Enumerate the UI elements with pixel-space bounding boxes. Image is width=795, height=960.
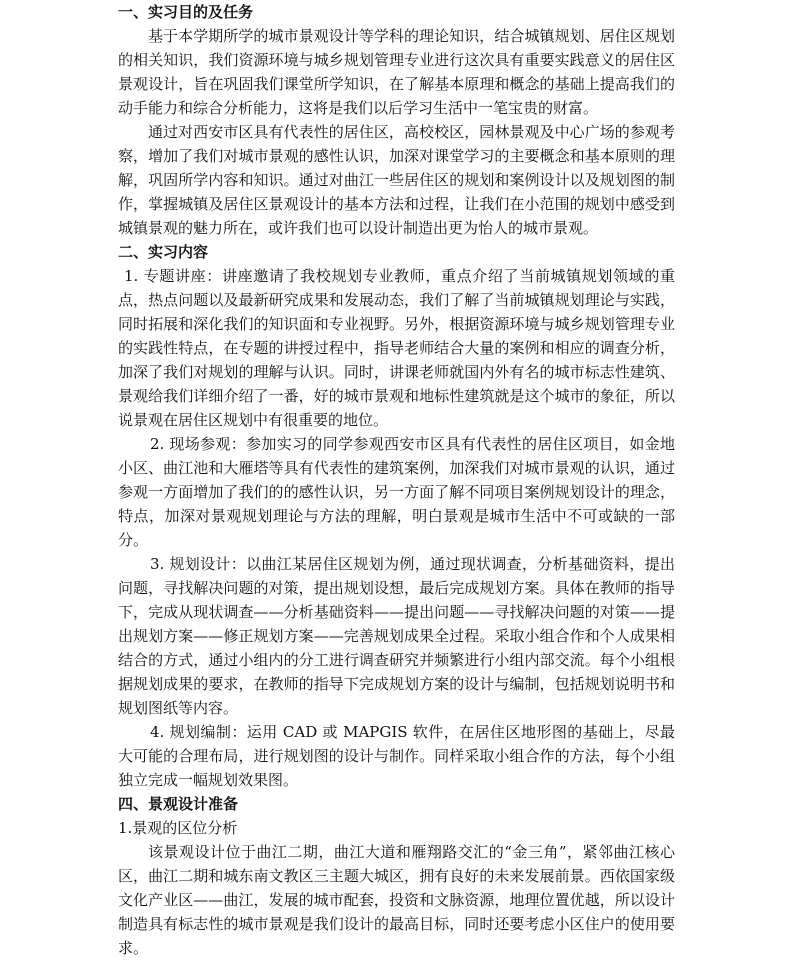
paragraph-objectives-1: 基于本学期所学的城市景观设计等学科的理论知识，结合城镇规划、居住区规划的相关知识，我们资源环境与城乡规划管理专业进行这次具有重要实践意义的居住区景观设计，旨在巩固我们课堂所学知识，在了解基本原理和概念的基础上提高我们的动手能力和综合分析能力，这将是我们以后学习生活中一笔宝贵的财富。 (118, 27, 675, 117)
section-heading-design-preparation: 四、景观设计准备 (118, 795, 239, 813)
section-heading-objectives: 一、实习目的及任务 (118, 3, 254, 21)
paragraph-lecture: 1. 专题讲座：讲座邀请了我校规划专业教师，重点介绍了当前城镇规划领域的重点，热点问题以及最新研究成果和发展动态，我们了解了当前城镇规划理论与实践，同时拓展和深化我们的知识面和专业视野。另外，根据资源环境与城乡规划管理专业的实践性特点，在专题的讲授过程中，指导老师结合大量的案例和相应的调查分析，加深了我们对规划的理解与认识。同时，讲课老师就国内外有名的城市标志性建筑、景观给我们详细介绍了一番，好的城市景观和地标性建筑就是这个城市的象征，所以说景观在居住区规划中有很重要的地位。 (118, 267, 675, 429)
paragraph-planning-compilation: 4. 规划编制：运用 CAD 或 MAPGIS 软件，在居住区地形图的基础上，尽最大可能的合理布局，进行规划图的设计与制作。同样采取小组合作的方法，每个小组独立完成一幅规划效果图。 (118, 723, 675, 789)
subheading-location-analysis: 1.景观的区位分析 (118, 819, 238, 837)
section-heading-content: 二、实习内容 (118, 243, 209, 261)
paragraph-planning-design: 3. 规划设计：以曲江某居住区规划为例，通过现状调查，分析基础资料，提出问题，寻找解决问题的对策，提出规划设想，最后完成规划方案。具体在教师的指导下，完成从现状调查——分析基础资料——提出问题——寻找解决问题的对策——提出规划方案——修正规划方案——完善规划成果全过程。采取小组合作和个人成果相结合的方式，通过小组内的分工进行调查研究并频繁进行小组内部交流。每个小组根据规划成果的要求，在教师的指导下完成规划方案的设计与编制，包括规划说明书和规划图纸等内容。 (118, 555, 675, 717)
paragraph-site-visit: 2. 现场参观：参加实习的同学参观西安市区具有代表性的居住区项目，如金地小区、曲江池和大雁塔等具有代表性的建筑案例，加深我们对城市景观的认识，通过参观一方面增加了我们的的感性认识，另一方面了解不同项目案例规划设计的理念，特点，加深对景观规划理论与方法的理解，明白景观是城市生活中不可或缺的一部分。 (118, 435, 675, 549)
paragraph-objectives-2: 通过对西安市区具有代表性的居住区，高校校区，园林景观及中心广场的参观考察，增加了我们对城市景观的感性认识，加深对课堂学习的主要概念和基本原则的理解，巩固所学内容和知识。通过对曲江一些居住区的规划和案例设计以及规划图的制作，掌握城镇及居住区景观设计的基本方法和过程，让我们在小范围的规划中感受到城镇景观的魅力所在，或许我们也可以设计制造出更为怡人的城市景观。 (118, 123, 675, 237)
paragraph-location-analysis: 该景观设计位于曲江二期，曲江大道和雁翔路交汇的“金三角”，紧邻曲江核心区，曲江二期和城东南文教区三主题大城区，拥有良好的未来发展前景。西依国家级文化产业区——曲江，发展的城市配套，投资和文脉资源，地理位置优越，所以设计制造具有标志性的城市景观是我们设计的最高目标，同时还要考虑小区住户的使用要求。 (118, 843, 675, 957)
